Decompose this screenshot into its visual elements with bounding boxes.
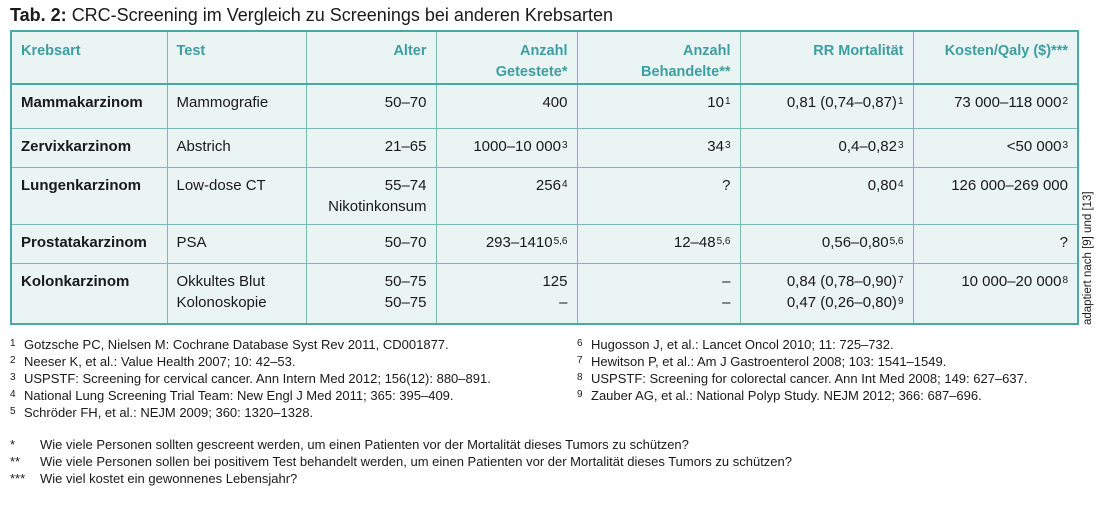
data-table	[12, 32, 1077, 323]
cell-value: 400	[542, 94, 568, 111]
footnote-text: Wie viele Personen sollten gescreent werden, um einen Patienten vor der Mortalität dieses Tumors zu schützen?	[40, 437, 689, 452]
cell-value: –	[722, 293, 731, 311]
cell-value: ?	[722, 176, 731, 194]
footnote-item	[10, 453, 792, 470]
footnote-ref: 3	[724, 139, 731, 151]
footnote-ref: 5,6	[553, 235, 568, 247]
header-getestete	[436, 32, 577, 84]
table-row	[12, 167, 1077, 224]
table-title-prefix: Tab. 2:	[10, 5, 67, 25]
header-text: Test	[176, 43, 206, 59]
cancer-type	[12, 263, 167, 323]
references-right	[577, 336, 1077, 404]
footnote-ref: 5,6	[889, 235, 904, 247]
footnote-mark: **	[10, 454, 21, 469]
header-text: Anzahl	[682, 43, 731, 59]
reference-text: Hewitson P, et al.: Am J Gastroenterol 2008; 103: 1541–1549.	[591, 354, 947, 369]
number-tested	[436, 224, 577, 263]
cost-per-qaly	[913, 263, 1077, 323]
test-method	[167, 167, 306, 224]
reference-number: 1	[10, 338, 16, 349]
reference-number: 9	[577, 389, 583, 400]
cancer-type	[12, 128, 167, 167]
cell-text: Kolonkarzinom	[21, 272, 130, 290]
reference-item	[577, 336, 1077, 353]
cell-value: 34	[707, 137, 724, 155]
rr-mortality	[740, 167, 913, 224]
source-note: adaptiert nach [9] und [13]	[1082, 191, 1094, 325]
test-method	[167, 128, 306, 167]
cell-text: 50–75	[384, 293, 427, 311]
cell-text: Mammakarzinom	[21, 94, 143, 111]
cell-text: Mammografie	[176, 94, 269, 111]
header-text: Getestete*	[495, 64, 568, 80]
table-row	[12, 263, 1077, 323]
table-title	[10, 5, 613, 26]
cell-value: 73 000–118 000	[954, 94, 1062, 111]
cancer-type	[12, 167, 167, 224]
footnote-text: Wie viel kostet ein gewonnenes Lebensjahr?	[40, 471, 298, 486]
cell-text: Zervixkarzinom	[21, 137, 132, 155]
cost-per-qaly	[913, 224, 1077, 263]
number-treated	[577, 167, 740, 224]
table-body	[12, 84, 1077, 323]
cell-value: 0,56–0,80	[821, 233, 889, 251]
rr-mortality	[740, 84, 913, 128]
test-method	[167, 224, 306, 263]
footnote-ref: 1	[897, 96, 904, 107]
footnote-ref: 5,6	[716, 235, 731, 247]
header-text: Behandelte**	[641, 64, 731, 80]
number-tested	[436, 167, 577, 224]
reference-number: 6	[577, 338, 583, 349]
footnote-mark: *	[10, 437, 16, 452]
cancer-type	[12, 84, 167, 128]
cell-text: Kolonoskopie	[176, 293, 267, 311]
header-text: Anzahl	[519, 43, 568, 59]
cell-value: 10 000–20 000	[961, 272, 1062, 290]
cell-text: PSA	[176, 233, 207, 251]
reference-text: Zauber AG, et al.: National Polyp Study. NEJM 2012; 366: 687–696.	[591, 388, 982, 403]
cell-value: ?	[1059, 233, 1068, 251]
cell-value: 1000–10 000	[473, 137, 561, 155]
table-row	[12, 128, 1077, 167]
reference-number: 4	[10, 389, 16, 400]
header-alter	[306, 32, 436, 84]
cell-value: 12–48	[673, 233, 716, 251]
cell-text: Prostatakarzinom	[21, 233, 147, 251]
table-row	[12, 224, 1077, 263]
footnote-ref: 3	[897, 139, 904, 151]
number-treated	[577, 263, 740, 323]
cell-text: 50–75	[384, 272, 427, 290]
screening-table	[10, 30, 1079, 325]
header-text: Alter	[393, 43, 427, 59]
reference-text: Gotzsche PC, Nielsen M: Cochrane Database Syst Rev 2011, CD001877.	[24, 337, 449, 352]
header-row	[12, 32, 1077, 84]
rr-mortality	[740, 128, 913, 167]
footnote-text: Wie viele Personen sollen bei positivem Test behandelt werden, um einen Patienten vor der Mortalität dieses Tumors zu schützen?	[40, 454, 792, 469]
number-treated	[577, 224, 740, 263]
reference-text: USPSTF: Screening for colorectal cancer. Ann Int Med 2008; 149: 627–637.	[591, 371, 1028, 386]
age-range	[306, 84, 436, 128]
reference-text: Neeser K, et al.: Value Health 2007; 10: 42–53.	[24, 354, 296, 369]
reference-item	[577, 387, 1077, 404]
header-behandelte	[577, 32, 740, 84]
cancer-type	[12, 224, 167, 263]
footnote-ref: 2	[1062, 96, 1068, 107]
footnote-mark: ***	[10, 471, 26, 486]
header-krebsart	[12, 32, 167, 84]
reference-text: USPSTF: Screening for cervical cancer. Ann Intern Med 2012; 156(12): 880–891.	[24, 371, 491, 386]
reference-number: 2	[10, 355, 16, 366]
header-kosten	[913, 32, 1077, 84]
footnote-ref: 3	[561, 139, 568, 151]
cost-per-qaly	[913, 128, 1077, 167]
cell-value: 125	[542, 272, 568, 290]
header-text: Krebsart	[21, 43, 81, 59]
cell-text: Abstrich	[176, 137, 231, 155]
header-test	[167, 32, 306, 84]
cell-value: 0,81 (0,74–0,87)	[786, 94, 897, 111]
reference-number: 3	[10, 372, 16, 383]
age-range	[306, 128, 436, 167]
references-left	[10, 336, 570, 421]
footnote-ref: 4	[897, 178, 904, 190]
table-title-text: CRC-Screening im Vergleich zu Screenings bei anderen Krebsarten	[71, 5, 613, 25]
reference-number: 8	[577, 372, 583, 383]
footnote-ref: 4	[561, 178, 568, 190]
reference-number: 5	[10, 406, 16, 417]
reference-item	[10, 404, 570, 421]
cell-value: <50 000	[1006, 137, 1062, 155]
reference-text: Schröder FH, et al.: NEJM 2009; 360: 1320–1328.	[24, 405, 314, 420]
cell-value: 0,80	[867, 176, 897, 194]
reference-item	[10, 353, 570, 370]
number-tested	[436, 263, 577, 323]
header-text: Kosten/Qaly ($)***	[944, 43, 1068, 59]
cost-per-qaly	[913, 167, 1077, 224]
reference-text: National Lung Screening Trial Team: New Engl J Med 2011; 365: 395–409.	[24, 388, 454, 403]
reference-item	[577, 370, 1077, 387]
reference-item	[577, 353, 1077, 370]
footnote-ref: 1	[724, 96, 731, 107]
cell-text: Okkultes Blut	[176, 272, 265, 290]
cell-value: 0,4–0,82	[838, 137, 897, 155]
cell-value: 0,84 (0,78–0,90)	[786, 272, 897, 290]
reference-number: 7	[577, 355, 583, 366]
header-text: RR Mortalität	[813, 43, 904, 59]
cell-text: 21–65	[384, 137, 427, 155]
cell-value: 293–1410	[485, 233, 553, 251]
footnote-item	[10, 436, 792, 453]
cell-text: 50–70	[384, 94, 427, 111]
number-tested	[436, 128, 577, 167]
number-tested	[436, 84, 577, 128]
number-treated	[577, 128, 740, 167]
cell-value: 256	[535, 176, 561, 194]
rr-mortality	[740, 224, 913, 263]
table-row	[12, 84, 1077, 128]
test-method	[167, 84, 306, 128]
footnote-item	[10, 470, 792, 487]
footnote-ref: 3	[1062, 139, 1068, 151]
footnote-ref: 8	[1062, 274, 1068, 286]
age-range	[306, 224, 436, 263]
cell-value: 0,47 (0,26–0,80)	[786, 293, 897, 311]
cell-text: Nikotinkonsum	[328, 197, 427, 215]
footnote-ref: 9	[897, 295, 904, 307]
cost-per-qaly	[913, 84, 1077, 128]
rr-mortality	[740, 263, 913, 323]
age-range	[306, 167, 436, 224]
reference-item	[10, 370, 570, 387]
cell-value: 10	[707, 94, 724, 111]
cell-text: Low-dose CT	[176, 176, 266, 194]
test-method	[167, 263, 306, 323]
cell-text: Lungenkarzinom	[21, 176, 142, 194]
cell-value: –	[722, 272, 731, 290]
reference-item	[10, 387, 570, 404]
cell-value: –	[559, 293, 568, 311]
header-rr	[740, 32, 913, 84]
cell-value: 126 000–269 000	[951, 176, 1068, 194]
footnotes	[10, 436, 792, 487]
cell-text: 55–74	[384, 176, 427, 194]
footnote-ref: 7	[897, 274, 904, 286]
age-range	[306, 263, 436, 323]
reference-text: Hugosson J, et al.: Lancet Oncol 2010; 11: 725–732.	[591, 337, 894, 352]
reference-item	[10, 336, 570, 353]
number-treated	[577, 84, 740, 128]
cell-text: 50–70	[384, 233, 427, 251]
